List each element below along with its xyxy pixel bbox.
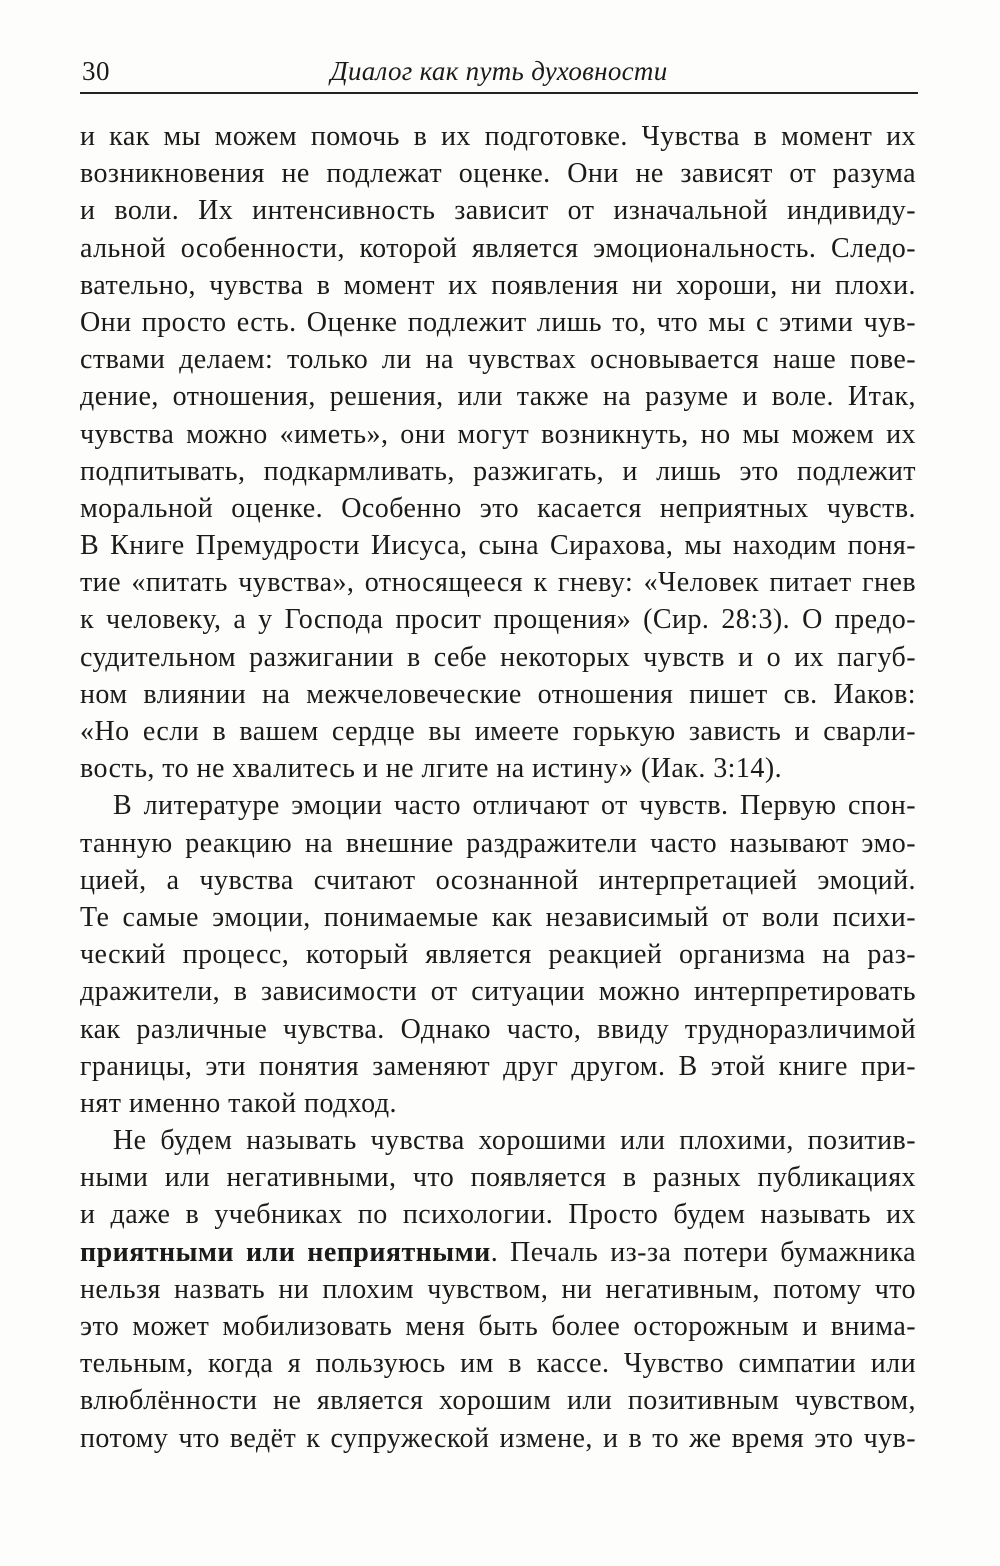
text-line: ствами делаем: только ли на чувствах основывается наше пове- xyxy=(80,344,916,376)
text-line: тельным, когда я пользуюсь им в кассе. Чувство симпатии или xyxy=(80,1348,916,1380)
text-line xyxy=(80,1234,916,1271)
text-line: как различные чувства. Однако часто, ввиду трудноразличимой xyxy=(80,1013,916,1045)
text-line: ческий процесс, который является реакцией организма на раз- xyxy=(80,939,916,971)
text-line: вательно, чувства в момент их появления ни хороши, ни плохи. xyxy=(80,269,916,301)
text-line: и как мы можем помочь в их подготовке. Чувства в момент их xyxy=(80,121,916,152)
text-line: дение, отношения, решения, или также на разуме и воле. Итак, xyxy=(80,381,916,413)
body-text xyxy=(80,118,916,1457)
text-line: нельзя назвать ни плохим чувством, ни негативным, потому что xyxy=(80,1273,916,1305)
text-line: потому что ведёт к супружеской измене, и в то же время это чув- xyxy=(80,1422,916,1454)
text-line: ном влиянии на межчеловеческие отношения пишет св. Иаков: xyxy=(80,678,916,710)
text-line: к человеку, а у Господа просит прощения» (Сир. 28:3). О предо- xyxy=(80,604,916,636)
text-line: В литературе эмоции часто отличают от чувств. Первую спон- xyxy=(113,790,916,822)
text-line: вость, то не хвалитесь и не лгите на истину» (Иак. 3:14). xyxy=(80,753,783,785)
running-header xyxy=(80,54,918,90)
text-line: подпитывать, подкармливать, разжигать, и лишь это подлежит xyxy=(80,455,916,487)
text-line: границы, эти понятия заменяют друг другом. В этой книге при- xyxy=(80,1050,916,1082)
text-line: танную реакцию на внешние раздражители часто называют эмо- xyxy=(80,827,916,859)
text-line: моральной оценке. Особенно это касается неприятных чувств. xyxy=(80,492,916,524)
text-line: и даже в учебниках по психологии. Просто будем называть их xyxy=(80,1199,916,1231)
page-number: 30 xyxy=(82,56,110,86)
header-rule xyxy=(80,92,918,94)
text-line: «Но если в вашем сердце вы имеете горькую зависть и сварли- xyxy=(80,716,916,747)
text-line: возникновения не подлежат оценке. Они не зависят от разума xyxy=(80,158,916,190)
text-line: дражители, в зависимости от ситуации можно интерпретировать xyxy=(80,976,916,1008)
text-line: это может мобилизовать меня быть более осторожным и внима- xyxy=(80,1311,916,1342)
text-line: судительном разжигании в себе некоторых чувств и о их пагуб- xyxy=(80,641,916,673)
text-line: альной особенности, которой является эмоциональность. Следо- xyxy=(80,232,916,264)
text-line: В Книге Премудрости Иисуса, сына Сирахова, мы находим поня- xyxy=(80,530,916,562)
text-line: Не будем называть чувства хорошими или плохими, позитив- xyxy=(113,1125,916,1157)
bold-text-segment: приятными или неприятными xyxy=(80,1236,491,1268)
text-line: и воли. Их интенсивность зависит от изначальной индивиду- xyxy=(80,195,916,227)
text-line: влюблённости не является хорошим или позитивным чувством, xyxy=(80,1385,916,1417)
text-line: Те самые эмоции, понимаемые как независимый от воли психи- xyxy=(80,901,916,933)
text-line: цией, а чувства считают осознанной интерпретацией эмоций. xyxy=(80,864,916,896)
text-segment: . Печаль из-за потери бумажника xyxy=(490,1236,916,1268)
text-line: ными или негативными, что появляется в разных публикациях xyxy=(80,1162,916,1194)
header-title: Диалог как путь духовности xyxy=(330,56,668,86)
text-line: нят именно такой подход. xyxy=(80,1087,397,1119)
text-line: тие «питать чувства», относящееся к гневу: «Человек питает гнев xyxy=(80,567,916,599)
text-line: Они просто есть. Оценке подлежит лишь то, что мы с этими чув- xyxy=(80,306,916,338)
text-line: чувства можно «иметь», они могут возникнуть, но мы можем их xyxy=(80,418,916,450)
